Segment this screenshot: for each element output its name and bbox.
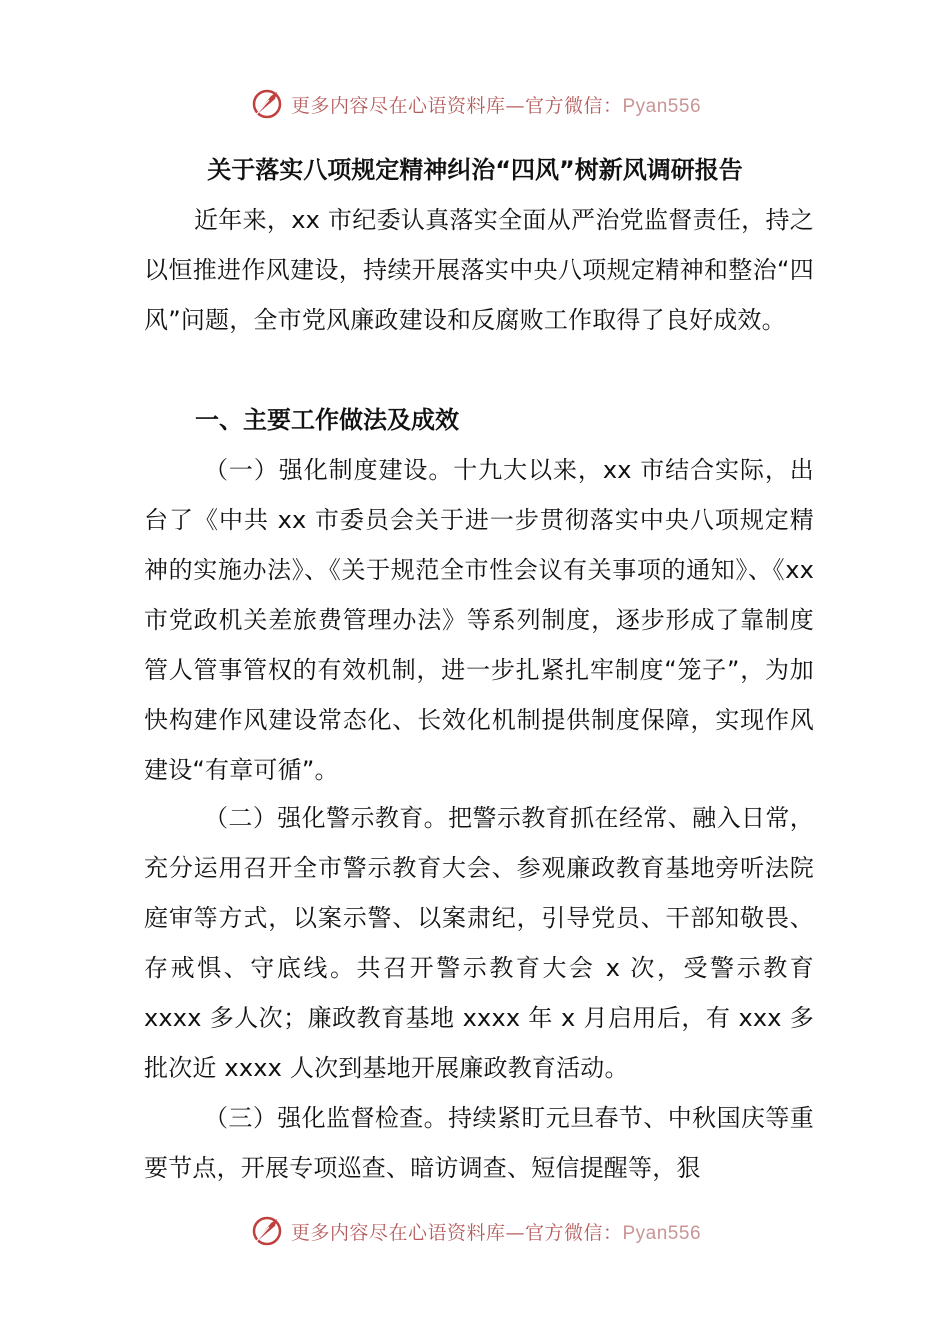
- watermark-text: 更多内容尽在心语资料库—官方微信：Pyan556: [290, 1221, 702, 1244]
- watermark-text: 更多内容尽在心语资料库—官方微信：Pyan556: [290, 94, 702, 117]
- quill-logo-icon: [249, 86, 285, 122]
- watermark-banner-top: [0, 84, 950, 124]
- section-heading: 一、主要工作做法及成效: [195, 406, 459, 434]
- quill-logo-icon: [249, 1213, 285, 1249]
- intro-paragraph: 近年来，xx 市纪委认真落实全面从严治党监督责任，持之以恒推进作风建设，持续开展落实中央八项规定精神和整治“四风”问题，全市党风廉政建设和反腐败工作取得了良好成效。: [144, 206, 814, 334]
- item-3-paragraph: （三）强化监督检查。持续紧盯元旦春节、中秋国庆等重要节点，开展专项巡查、暗访调查、短信提醒等，狠: [144, 1104, 814, 1182]
- document-title: 关于落实八项规定精神纠治“四风”树新风调研报告: [207, 156, 743, 184]
- watermark-banner-bottom: [0, 1211, 950, 1251]
- item-2-paragraph: （二）强化警示教育。把警示教育抓在经常、融入日常，充分运用召开全市警示教育大会、参观廉政教育基地旁听法院庭审等方式，以案示警、以案肃纪，引导党员、干部知敬畏、存戒惧、守底线。共召开警示教育大会 x 次，受警示教育 xxxx 多人次；廉政教育基地 xxxx 年 x 月启用后，有 xxx 多批次近 xxxx 人次到基地开展廉政教育活动。: [144, 804, 814, 1082]
- item-1-paragraph: （一）强化制度建设。十九大以来，xx 市结合实际，出台了《中共 xx 市委员会关于进一步贯彻落实中央八项规定精神的实施办法》、《关于规范全市性会议有关事项的通知》、《xx 市党政机关差旅费管理办法》等系列制度，逐步形成了靠制度管人管事管权的有效机制，进一步扎紧扎牢制度“笼子”，为加快构建作风建设常态化、长效化机制提供制度保障，实现作风建设“有章可循”。: [144, 456, 814, 784]
